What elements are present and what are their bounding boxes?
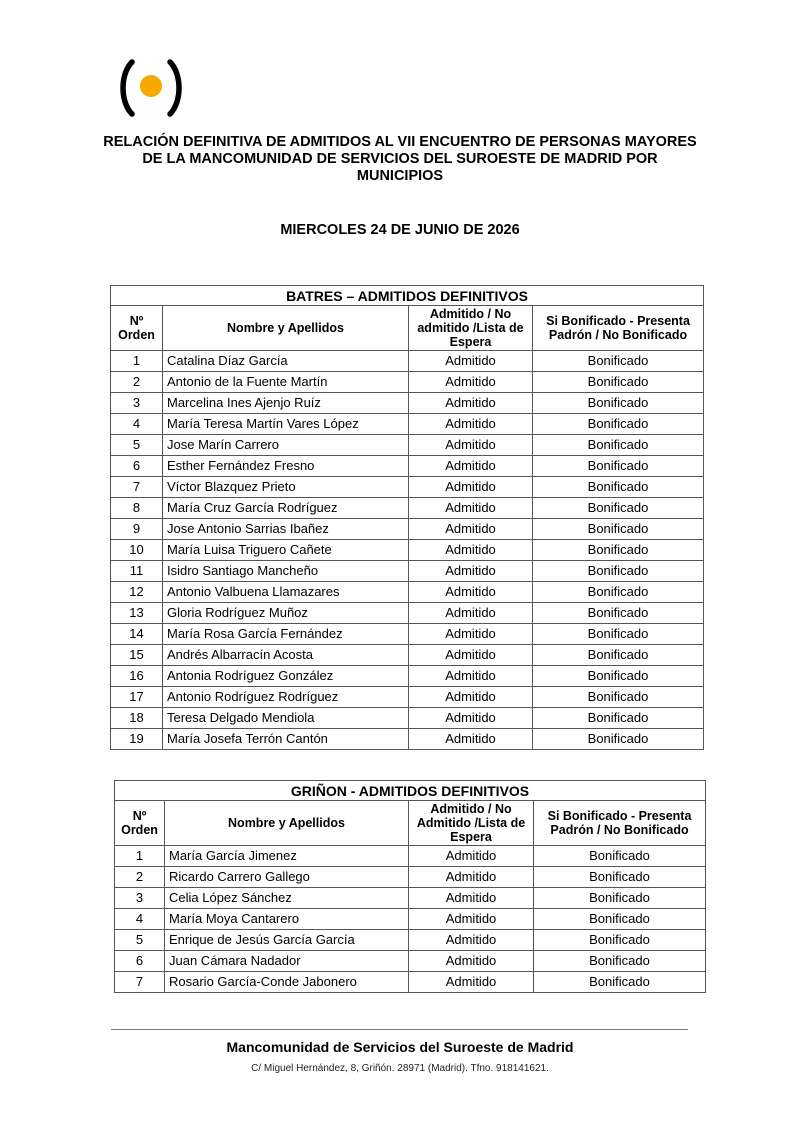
row-number: 15 — [111, 645, 163, 666]
row-bonus: Bonificado — [534, 846, 706, 867]
row-status: Admitido — [409, 951, 534, 972]
logo — [118, 56, 184, 120]
row-number: 12 — [111, 582, 163, 603]
row-name: María Luisa Triguero Cañete — [163, 540, 409, 561]
footer-organization: Mancomunidad de Servicios del Suroeste de Madrid — [226, 1039, 574, 1055]
row-bonus: Bonificado — [533, 666, 704, 687]
table-row — [111, 435, 704, 456]
row-name: María Teresa Martín Vares López — [163, 414, 409, 435]
row-bonus: Bonificado — [533, 687, 704, 708]
table-heading: BATRES – ADMITIDOS DEFINITIVOS — [111, 286, 704, 306]
table-row — [115, 888, 706, 909]
table-body — [111, 351, 704, 750]
batres-table — [110, 285, 704, 750]
table-row — [111, 561, 704, 582]
row-bonus: Bonificado — [533, 540, 704, 561]
row-name: Esther Fernández Fresno — [163, 456, 409, 477]
row-status: Admitido — [409, 582, 533, 603]
row-name: Antonia Rodríguez González — [163, 666, 409, 687]
row-status: Admitido — [409, 708, 533, 729]
row-name: María Moya Cantarero — [165, 909, 409, 930]
row-name: Jose Marín Carrero — [163, 435, 409, 456]
row-name: Enrique de Jesús García García — [165, 930, 409, 951]
table-row — [111, 351, 704, 372]
footer-address: C/ Miguel Hernández, 8, Griñón. 28971 (Madrid). Tfno. 918141621. — [251, 1063, 549, 1074]
row-bonus: Bonificado — [533, 729, 704, 750]
col-header-status: Admitido / No Admitido /Lista de Espera — [409, 801, 534, 846]
table-row — [115, 867, 706, 888]
grinon-table — [114, 780, 706, 993]
row-name: Víctor Blazquez Prieto — [163, 477, 409, 498]
table-row — [111, 393, 704, 414]
row-number: 3 — [115, 888, 165, 909]
row-bonus: Bonificado — [534, 909, 706, 930]
row-bonus: Bonificado — [533, 624, 704, 645]
row-status: Admitido — [409, 909, 534, 930]
row-status: Admitido — [409, 414, 533, 435]
table-row — [111, 645, 704, 666]
row-number: 10 — [111, 540, 163, 561]
event-date: MIERCOLES 24 DE JUNIO DE 2026 — [280, 222, 520, 238]
col-header-status: Admitido / No admitido /Lista de Espera — [409, 306, 533, 351]
row-name: Catalina Díaz García — [163, 351, 409, 372]
row-name: Teresa Delgado Mendiola — [163, 708, 409, 729]
table-row — [115, 972, 706, 993]
row-bonus: Bonificado — [533, 603, 704, 624]
table-row — [111, 477, 704, 498]
row-status: Admitido — [409, 645, 533, 666]
row-name: Antonio Valbuena Llamazares — [163, 582, 409, 603]
table-row — [111, 519, 704, 540]
row-bonus: Bonificado — [533, 519, 704, 540]
row-bonus: Bonificado — [533, 582, 704, 603]
col-header-order: Nº Orden — [115, 801, 165, 846]
row-status: Admitido — [409, 540, 533, 561]
col-header-order: Nº Orden — [111, 306, 163, 351]
table-row — [111, 540, 704, 561]
row-status: Admitido — [409, 372, 533, 393]
table-row — [115, 909, 706, 930]
row-number: 8 — [111, 498, 163, 519]
row-bonus: Bonificado — [533, 372, 704, 393]
row-number: 11 — [111, 561, 163, 582]
row-bonus: Bonificado — [533, 708, 704, 729]
row-bonus: Bonificado — [534, 930, 706, 951]
row-number: 4 — [111, 414, 163, 435]
table-row — [115, 951, 706, 972]
table-row — [111, 687, 704, 708]
row-number: 13 — [111, 603, 163, 624]
row-status: Admitido — [409, 351, 533, 372]
table-body — [115, 846, 706, 993]
row-number: 17 — [111, 687, 163, 708]
table-row — [111, 414, 704, 435]
row-name: Ricardo Carrero Gallego — [165, 867, 409, 888]
row-bonus: Bonificado — [533, 645, 704, 666]
footer-divider — [111, 1029, 688, 1030]
table-row — [115, 930, 706, 951]
row-bonus: Bonificado — [533, 351, 704, 372]
row-status: Admitido — [409, 930, 534, 951]
row-number: 3 — [111, 393, 163, 414]
table-row — [115, 846, 706, 867]
row-name: Rosario García-Conde Jabonero — [165, 972, 409, 993]
col-header-bonus: Si Bonificado - Presenta Padrón / No Bonificado — [533, 306, 704, 351]
row-status: Admitido — [409, 498, 533, 519]
table-row — [111, 624, 704, 645]
row-status: Admitido — [409, 687, 533, 708]
page-title: RELACIÓN DEFINITIVA DE ADMITIDOS AL VII ENCUENTRO DE PERSONAS MAYORES DE LA MANCOMUNIDAD DE SERVICIOS DEL SUROESTE DE MADRID POR MUNICIPIOS — [103, 134, 697, 184]
row-number: 6 — [111, 456, 163, 477]
row-number: 5 — [115, 930, 165, 951]
col-header-name: Nombre y Apellidos — [165, 801, 409, 846]
row-status: Admitido — [409, 519, 533, 540]
table-row — [111, 498, 704, 519]
row-number: 6 — [115, 951, 165, 972]
row-number: 18 — [111, 708, 163, 729]
row-bonus: Bonificado — [533, 393, 704, 414]
row-status: Admitido — [409, 435, 533, 456]
row-number: 9 — [111, 519, 163, 540]
row-name: Isidro Santiago Mancheño — [163, 561, 409, 582]
row-bonus: Bonificado — [533, 561, 704, 582]
row-number: 2 — [115, 867, 165, 888]
row-number: 14 — [111, 624, 163, 645]
row-number: 5 — [111, 435, 163, 456]
row-status: Admitido — [409, 972, 534, 993]
row-name: Marcelina Ines Ajenjo Ruíz — [163, 393, 409, 414]
row-bonus: Bonificado — [534, 867, 706, 888]
row-status: Admitido — [409, 393, 533, 414]
row-bonus: Bonificado — [533, 477, 704, 498]
row-status: Admitido — [409, 867, 534, 888]
table-row — [111, 729, 704, 750]
row-bonus: Bonificado — [533, 498, 704, 519]
row-bonus: Bonificado — [534, 951, 706, 972]
row-status: Admitido — [409, 561, 533, 582]
row-number: 1 — [115, 846, 165, 867]
row-name: Antonio de la Fuente Martín — [163, 372, 409, 393]
logo-icon — [118, 56, 184, 120]
table-row — [111, 708, 704, 729]
row-name: Gloria Rodríguez Muñoz — [163, 603, 409, 624]
row-number: 4 — [115, 909, 165, 930]
row-number: 19 — [111, 729, 163, 750]
row-name: Celia López Sánchez — [165, 888, 409, 909]
table-heading: GRIÑON - ADMITIDOS DEFINITIVOS — [115, 781, 706, 801]
row-number: 2 — [111, 372, 163, 393]
row-bonus: Bonificado — [533, 456, 704, 477]
row-status: Admitido — [409, 846, 534, 867]
row-bonus: Bonificado — [533, 414, 704, 435]
row-name: María Josefa Terrón Cantón — [163, 729, 409, 750]
row-name: María García Jimenez — [165, 846, 409, 867]
table-row — [111, 582, 704, 603]
row-number: 1 — [111, 351, 163, 372]
row-name: Andrés Albarracín Acosta — [163, 645, 409, 666]
table-row — [111, 666, 704, 687]
row-status: Admitido — [409, 477, 533, 498]
table-row — [111, 603, 704, 624]
row-number: 7 — [115, 972, 165, 993]
row-status: Admitido — [409, 603, 533, 624]
row-number: 16 — [111, 666, 163, 687]
row-status: Admitido — [409, 729, 533, 750]
table-row — [111, 456, 704, 477]
row-bonus: Bonificado — [534, 888, 706, 909]
row-name: Jose Antonio Sarrias Ibañez — [163, 519, 409, 540]
row-name: Antonio Rodríguez Rodríguez — [163, 687, 409, 708]
row-status: Admitido — [409, 888, 534, 909]
row-status: Admitido — [409, 666, 533, 687]
row-status: Admitido — [409, 624, 533, 645]
row-name: Juan Cámara Nadador — [165, 951, 409, 972]
row-name: María Cruz García Rodríguez — [163, 498, 409, 519]
row-name: María Rosa García Fernández — [163, 624, 409, 645]
row-number: 7 — [111, 477, 163, 498]
row-bonus: Bonificado — [534, 972, 706, 993]
row-status: Admitido — [409, 456, 533, 477]
row-bonus: Bonificado — [533, 435, 704, 456]
col-header-name: Nombre y Apellidos — [163, 306, 409, 351]
col-header-bonus: Si Bonificado - Presenta Padrón / No Bonificado — [534, 801, 706, 846]
table-row — [111, 372, 704, 393]
